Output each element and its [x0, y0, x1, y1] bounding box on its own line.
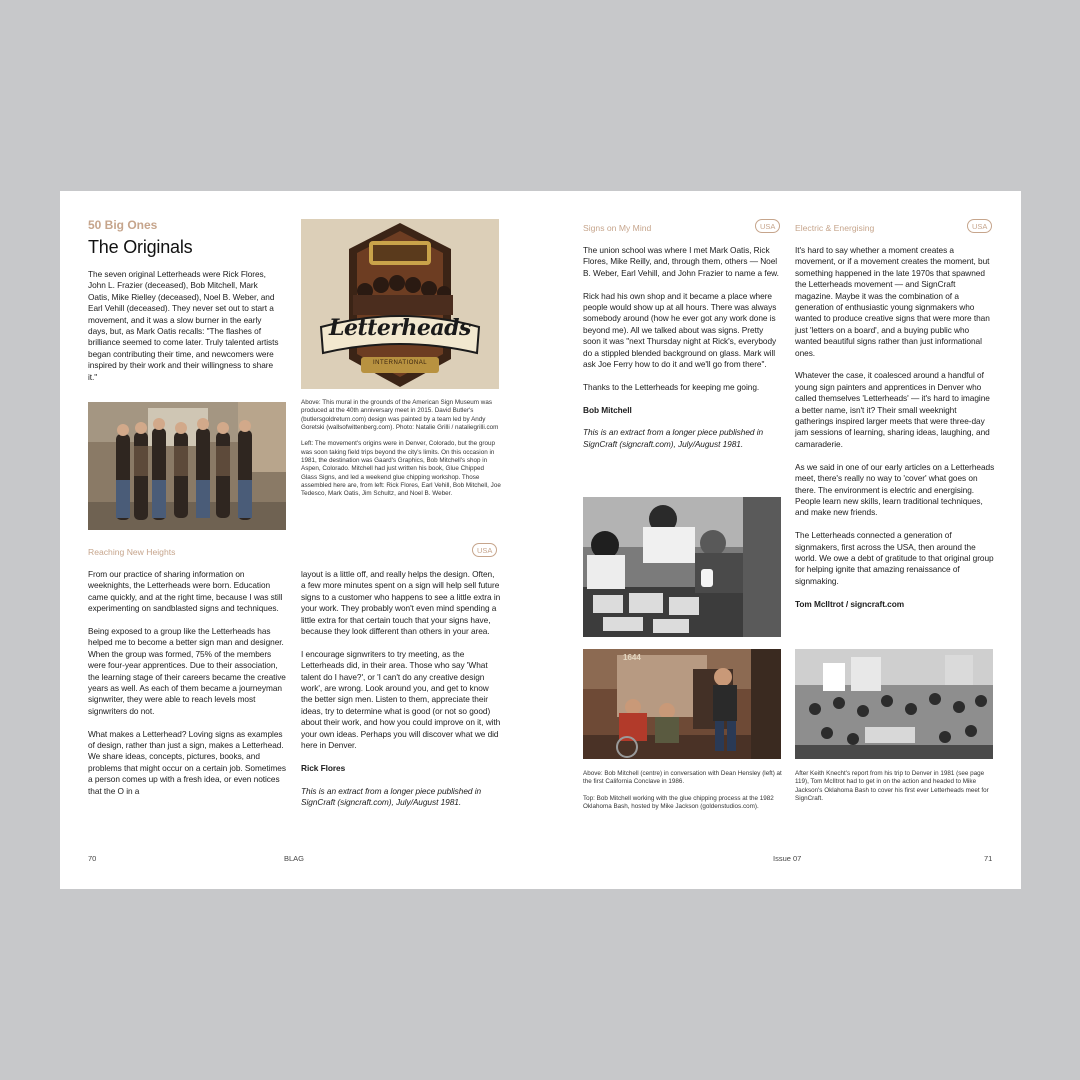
author-name: Rick Flores	[301, 762, 346, 773]
body-paragraph: Rick had his own shop and it became a place where people would show up at all hours. There was always somebody around (how he ever got any work done is beyond me). All we talked about was signs. Pretty soon it was "next Thursday night at Rick's, everybody do a stippled blended background on glass. Mark will ask Joe Ferry how to do it and we'll go from there".	[583, 290, 777, 370]
body-paragraph: layout is a little off, and really helps the design. Often, a few more minutes spent on a sign will help sell future signs to a customer who happens to see a little extra in your work. They probably won't even mind spending a little extra for that certain touch that your signs have, because they look different than others in your area.	[301, 569, 501, 637]
intro-paragraph: The seven original Letterheads were Rick Flores, John L. Frazier (deceased), Bob Mitchell, Mark Oatis, Mike Rielley (deceased), Noel B. Weber, and Earl Vehill (deceased). They never set out to start a movement, and it was a slow burner in the early days, but, as Mark Oatis recalls: "The flashes of brilliance seemed to come later. Truly talented artists began contributing their time, and newcomers were inspired by their work and their willingness to share it."	[88, 269, 279, 382]
page-number: 71	[984, 854, 993, 863]
section-heading: Reaching New Heights	[88, 547, 176, 557]
body-paragraph: I encourage signwriters to try meeting, as the Letterheads did, in their area. Those who say 'What talent do I have?', or 'I can't do any creative design work', are wrong. Look around you, and get to know the better sign men. Listen to them, appreciate their ideas, try to determine what is good (or not so good) about their work, and how you could improve on it, with your own ideas. Perhaps you will discover what we did here in Denver.	[301, 648, 501, 751]
author-name: Bob Mitchell	[583, 404, 632, 415]
glue-chipping-photo	[583, 497, 781, 637]
source-note: This is an extract from a longer piece published in SignCraft (signcraft.com), July/August 1981.	[583, 427, 764, 449]
caption-left: Left: The movement's origins were in Denver, Colorado, but the group was soon taking field trips beyond the city's limits. On this occasion in 1981, the destination was Gaard's Graphics, Bob Mitchell's shop in Aspen, Colorado. Mitchell had just written his book, Glue Chipped Glass Signs, and led a weekend glue chipping workshop. Those assembled here are, from left: Rick Flores, Earl Vehill, Bob Mitchell, Joe Tedesco, Mark Oatis, Jim Schultz, and Noel B. Weber.	[301, 440, 501, 498]
caption-crowd: After Keith Knecht's report from his trip to Denver in 1981 (see page 119), Tom McIltrot had to get in on the action and headed to Mike Jackson's Oklahoma Bash to cover his first ever Letterheads meet for SignCraft.	[795, 770, 989, 802]
section-heading: Electric & Energising	[795, 223, 875, 233]
logo-wordmark: Letterheads	[329, 315, 471, 341]
author-name: Tom McIltrot / signcraft.com	[795, 598, 905, 609]
country-tag: USA	[472, 543, 497, 557]
source-note: This is an extract from a longer piece published in SignCraft (signcraft.com), July/August 1981.	[301, 785, 482, 808]
body-paragraph: Whatever the case, it coalesced around a handful of young sign painters and apprentices in Denver who called themselves 'Letterheads' — it's hard to imagine a better name, isn't it? Their small weeknight gatherings inspired larger meets that were three-day jam sessions of learning, sharing ideas, laughing, and camaraderie.	[795, 370, 990, 449]
crowd-photo	[795, 649, 993, 759]
page-number: 70	[88, 854, 97, 863]
country-tag: USA	[755, 219, 780, 233]
body-paragraph: Being exposed to a group like the Letterheads has helped me to become a better sign man and designer. When the group was formed, 75% of the members were four-year apprentices. Due to their association, the learning stage of their careers became the creative years as well. As each of them became a journeyman signwriter, they were able to reach levels most signwriters do not.	[88, 626, 286, 716]
logo-subtitle: INTERNATIONAL	[372, 360, 428, 366]
conversation-photo	[583, 649, 781, 759]
body-paragraph: It's hard to say whether a moment creates a movement, or if a movement creates the moment, but something happened in the late 1970s that spawned the Letterheads movement — and SignCraft magazine. Maybe it was the combination of a generation of enthusiastic young signmakers who wanted to produce creative signs that were more than just 'letters on a board', and a buying public who wanted beautiful signs rather than just informational ones.	[795, 245, 990, 358]
caption-above: Above: Bob Mitchell (centre) in conversation with Dean Hensley (left) at the first California Conclave in 1986.	[583, 770, 782, 786]
body-paragraph: From our practice of sharing information on weeknights, the Letterheads were born. Education came quickly, and at the right time, because I was still experimenting on sandblasted signs and techniques.	[88, 569, 283, 614]
body-paragraph: What makes a Letterhead? Loving signs as examples of design, rather than just a sign, makes a Letterhead. We share ideas, concepts, pictures, books, and problems that might occur on a certain job. Sometimes a person comes up with a fresh idea, or even notices that the O in a	[88, 728, 286, 796]
body-paragraph: As we said in one of our early articles on a Letterheads meet, there's really no way to 'cover' what goes on there. The environment is electric and energising. People learn new skills, learn traditional techniques, and make new friends.	[795, 461, 995, 518]
magazine-name: BLAG	[284, 854, 305, 863]
caption-top: Top: Bob Mitchell working with the glue chipping process at the 1982 Oklahoma Bash, hosted by Mike Jackson (goldenstudios.com).	[583, 794, 774, 811]
caption-above: Above: This mural in the grounds of the American Sign Museum was produced at the 40th anniversary meet in 2015. David Butler's (butlersgoldreturn.com) design was painted by a team led by Andy Goretski (wallsofwittenberg.com). Photo: Natalie Grilli / nataliegrilli.com	[301, 399, 499, 431]
issue-label: Issue 07	[773, 854, 802, 863]
body-paragraph: The union school was where I met Mark Oatis, Rick Flores, Mike Reilly, and, through them, others — Noel B. Weber, Earl Vehill, and John Frazier to name a few.	[583, 245, 779, 278]
body-paragraph: Thanks to the Letterheads for keeping me going.	[583, 381, 760, 392]
country-tag: USA	[967, 219, 992, 233]
group-photo	[88, 402, 286, 530]
section-heading: Signs on My Mind	[583, 223, 652, 233]
magazine-spread	[60, 191, 1021, 889]
body-paragraph: The Letterheads connected a generation of signmakers, first across the USA, then around the world. We owe a debt of gratitude to that original group for helping ignite that amazing renaissance of signmaking.	[795, 530, 994, 586]
kicker: 50 Big Ones	[88, 218, 158, 232]
building-number: 1644	[623, 653, 641, 662]
mural-photo	[301, 219, 499, 389]
article-title: The Originals	[88, 237, 193, 257]
